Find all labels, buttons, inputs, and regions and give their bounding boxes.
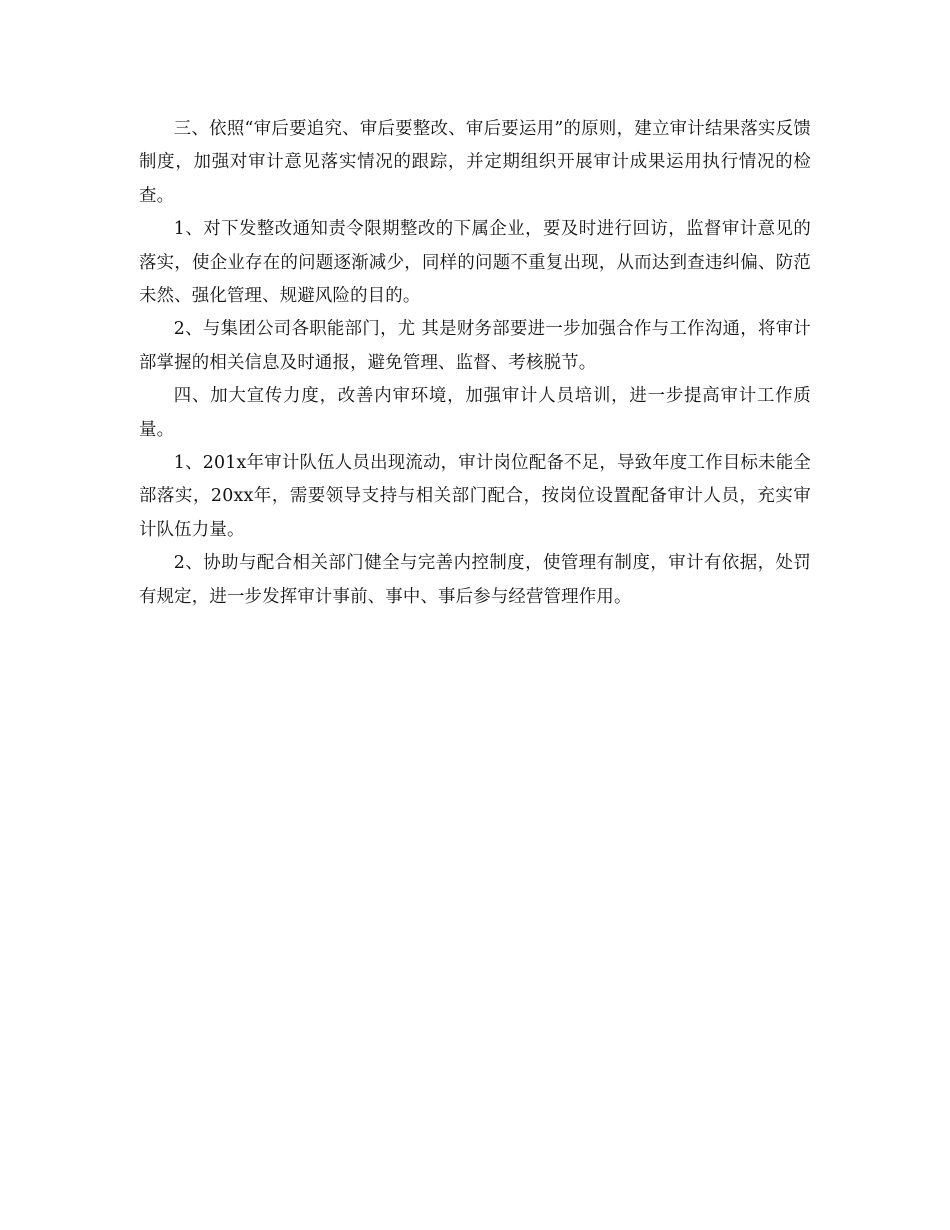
document-body [139, 113, 811, 614]
paragraph-item-3-2: 2、与集团公司各职能部门，尤 其是财务部要进一步加强合作与工作沟通，将审计部掌握的相关信息及时通报，避免管理、监督、考核脱节。 [139, 319, 811, 373]
paragraph-item-3-1: 1、对下发整改通知责令限期整改的下属企业，要及时进行回访，监督审计意见的落实，使企业存在的问题逐渐减少，同样的问题不重复出现，从而达到查违纠偏、防范未然、强化管理、规避风险的目的。 [139, 219, 811, 307]
paragraph-section-three: 三、依照“审后要追究、审后要整改、审后要运用”的原则，建立审计结果落实反馈制度，加强对审计意见落实情况的跟踪，并定期组织开展审计成果运用执行情况的检查。 [139, 119, 811, 206]
paragraph-item-4-1: 1、201x年审计队伍人员出现流动，审计岗位配备不足，导致年度工作目标未能全部落实，20xx年，需要领导支持与相关部门配合，按岗位设置配备审计人员，充实审计队伍力量。 [139, 453, 811, 540]
paragraph-section-four: 四、加大宣传力度，改善内审环境，加强审计人员培训，进一步提高审计工作质量。 [139, 386, 811, 440]
paragraph-item-4-2: 2、协助与配合相关部门健全与完善内控制度，使管理有制度，审计有依据，处罚有规定，进一步发挥审计事前、事中、事后参与经营管理作用。 [139, 553, 811, 607]
